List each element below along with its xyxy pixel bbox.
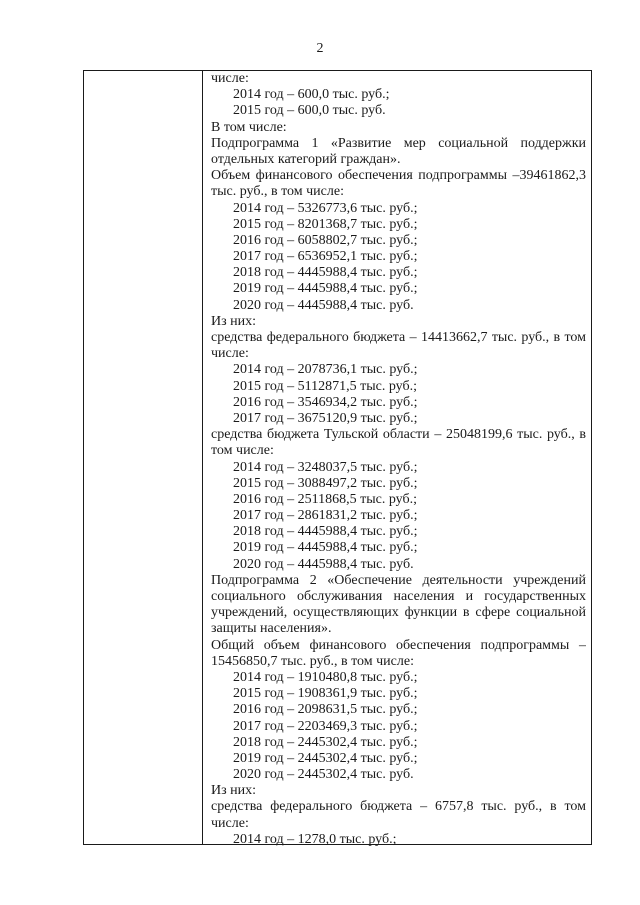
text-line: 2018 год – 4445988,4 тыс. руб.; [233, 524, 418, 540]
text-line: 2015 год – 600,0 тыс. руб. [233, 103, 386, 119]
text-line: отдельных категорий граждан». [211, 151, 401, 167]
text-line: 2019 год – 4445988,4 тыс. руб.; [233, 281, 418, 297]
text-line: средства бюджета Тульской области – 25048199,6 тыс. руб., в [211, 427, 586, 443]
text-line: 2015 год – 5112871,5 тыс. руб.; [233, 378, 417, 394]
text-line: средства федерального бюджета – 6757,8 тыс. руб., в том [211, 799, 586, 815]
text-line: 2017 год – 2861831,2 тыс. руб.; [233, 508, 418, 524]
text-line: социального обслуживания населения и государственных [211, 589, 586, 604]
text-line: 2020 год – 4445988,4 тыс. руб. [233, 297, 414, 313]
text-line: 2014 год – 2078736,1 тыс. руб.; [233, 362, 418, 378]
text-line: 2014 год – 1910480,8 тыс. руб.; [233, 669, 418, 685]
text-line: В том числе: [211, 119, 287, 135]
text-line: 2019 год – 4445988,4 тыс. руб.; [233, 540, 418, 556]
text-line: 2014 год – 1278,0 тыс. руб.; [233, 831, 397, 847]
text-line: 2019 год – 2445302,4 тыс. руб.; [233, 750, 418, 766]
text-line: 2015 год – 3088497,2 тыс. руб.; [233, 475, 418, 491]
text-line: Подпрограмма 1 «Развитие мер социальной поддержки [211, 135, 586, 151]
text-line: 2014 год – 600,0 тыс. руб.; [233, 87, 390, 103]
text-line: Объем финансового обеспечения подпрограммы –39461862,3 [211, 168, 586, 184]
text-line: 2020 год – 2445302,4 тыс. руб. [233, 767, 414, 783]
text-line: Из них: [211, 313, 257, 329]
text-line: числе: [211, 346, 249, 362]
text-line: 2016 год – 3546934,2 тыс. руб.; [233, 394, 418, 410]
text-line: 2014 год – 3248037,5 тыс. руб.; [233, 459, 418, 475]
text-line: тыс. руб., в том числе: [211, 184, 344, 200]
text-line: 2016 год – 2098631,5 тыс. руб.; [233, 702, 418, 718]
text-line: 2017 год – 2203469,3 тыс. руб.; [233, 718, 418, 734]
page-number: 2 [316, 41, 324, 56]
text-line: Подпрограмма 2 «Обеспечение деятельности учреждений [211, 572, 586, 588]
text-line: 2017 год – 6536952,1 тыс. руб.; [233, 249, 418, 265]
text-line: Общий объем финансового обеспечения подпрограммы – [211, 637, 586, 653]
text-line: числе: [211, 815, 249, 831]
text-line: 2018 год – 4445988,4 тыс. руб.; [233, 265, 418, 281]
text-line: учреждений, осуществляющих функции в сфере социальной [211, 605, 586, 621]
text-line: средства федерального бюджета – 14413662,7 тыс. руб., в том [211, 330, 586, 345]
table-cell-content [211, 71, 586, 848]
text-line: 2015 год – 8201368,7 тыс. руб.; [233, 216, 418, 232]
text-line: 2020 год – 4445988,4 тыс. руб. [233, 556, 414, 572]
text-line: Из них: [211, 783, 257, 799]
text-line: 15456850,7 тыс. руб., в том числе: [211, 653, 414, 669]
table-column-divider [202, 70, 203, 845]
text-line: 2018 год – 2445302,4 тыс. руб.; [233, 734, 418, 750]
text-line: числе: [211, 71, 249, 86]
text-line: 2015 год – 1908361,9 тыс. руб.; [233, 686, 418, 702]
text-line: 2017 год – 3675120,9 тыс. руб.; [233, 410, 418, 426]
text-line: 2016 год – 2511868,5 тыс. руб.; [233, 491, 417, 507]
text-line: защиты населения». [211, 621, 332, 637]
text-line: 2014 год – 5326773,6 тыс. руб.; [233, 200, 418, 216]
text-line: 2016 год – 6058802,7 тыс. руб.; [233, 232, 418, 248]
text-line: том числе: [211, 443, 274, 459]
